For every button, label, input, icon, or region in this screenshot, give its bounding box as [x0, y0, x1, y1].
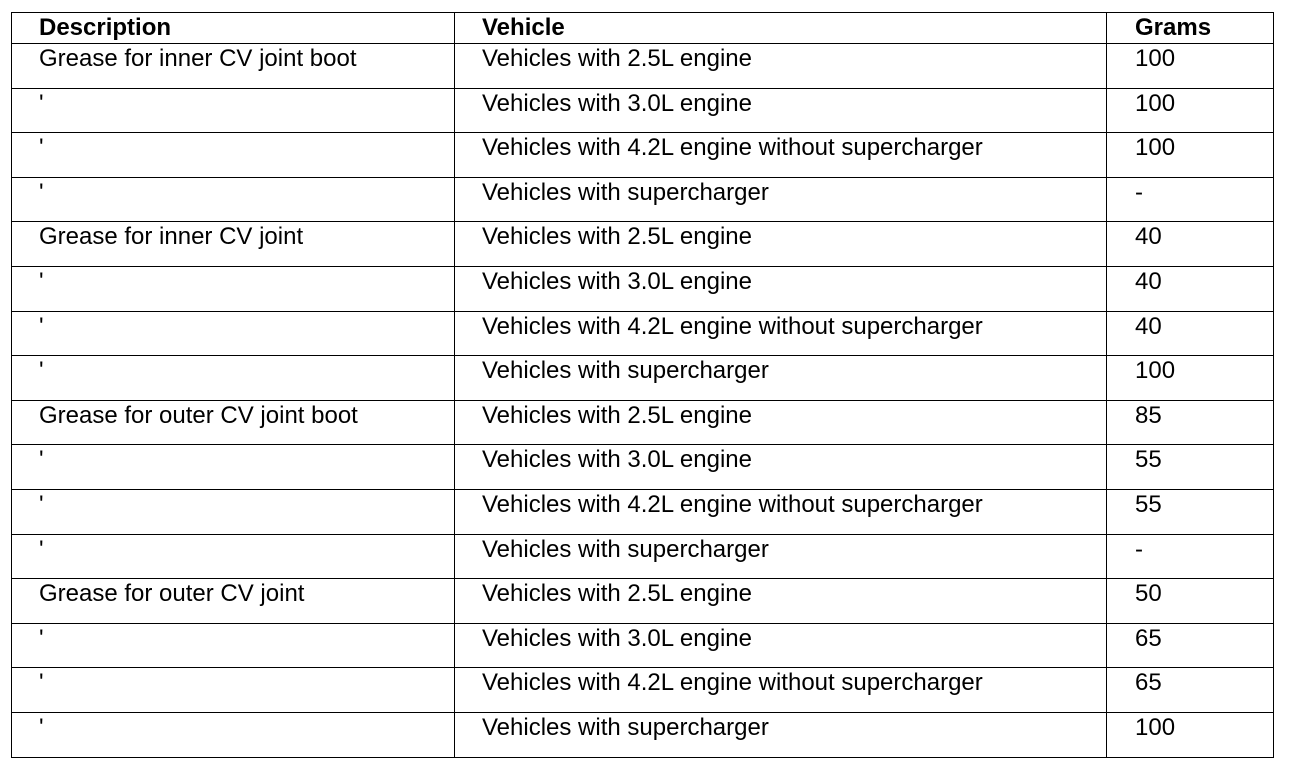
header-grams: Grams: [1107, 13, 1274, 44]
cell-vehicle: Vehicles with 3.0L engine: [455, 623, 1107, 668]
header-row: [12, 13, 1274, 44]
cell-vehicle: Vehicles with 2.5L engine: [455, 44, 1107, 89]
table-row: [12, 311, 1274, 356]
cell-grams: 40: [1107, 266, 1274, 311]
cell-grams: 100: [1107, 712, 1274, 757]
table-row: [12, 445, 1274, 490]
header-description: Description: [12, 13, 455, 44]
table-row: [12, 579, 1274, 624]
cell-description: ': [12, 88, 455, 133]
table-row: [12, 44, 1274, 89]
table-row: [12, 534, 1274, 579]
cell-vehicle: Vehicles with supercharger: [455, 356, 1107, 401]
cell-grams: 100: [1107, 88, 1274, 133]
cell-grams: 50: [1107, 579, 1274, 624]
cell-grams: 100: [1107, 44, 1274, 89]
cell-grams: 65: [1107, 623, 1274, 668]
cell-vehicle: Vehicles with supercharger: [455, 712, 1107, 757]
cell-description: ': [12, 177, 455, 222]
cell-grams: 40: [1107, 222, 1274, 267]
cell-grams: -: [1107, 177, 1274, 222]
cell-description: ': [12, 623, 455, 668]
cell-vehicle: Vehicles with 2.5L engine: [455, 579, 1107, 624]
table-header: [12, 13, 1274, 44]
cell-grams: 55: [1107, 489, 1274, 534]
cell-description: ': [12, 712, 455, 757]
cell-description: ': [12, 668, 455, 713]
grease-quantity-table: [11, 12, 1274, 758]
cell-grams: 100: [1107, 133, 1274, 178]
cell-grams: 100: [1107, 356, 1274, 401]
cell-vehicle: Vehicles with 4.2L engine without supercharger: [455, 133, 1107, 178]
cell-grams: 85: [1107, 400, 1274, 445]
cell-vehicle: Vehicles with 3.0L engine: [455, 445, 1107, 490]
cell-vehicle: Vehicles with 3.0L engine: [455, 266, 1107, 311]
cell-description: Grease for inner CV joint boot: [12, 44, 455, 89]
table-row: [12, 356, 1274, 401]
table-row: [12, 668, 1274, 713]
table-row: [12, 88, 1274, 133]
cell-vehicle: Vehicles with 4.2L engine without supercharger: [455, 489, 1107, 534]
cell-grams: 40: [1107, 311, 1274, 356]
cell-vehicle: Vehicles with 4.2L engine without supercharger: [455, 668, 1107, 713]
cell-description: ': [12, 311, 455, 356]
table-row: [12, 489, 1274, 534]
table-row: [12, 133, 1274, 178]
cell-description: Grease for inner CV joint: [12, 222, 455, 267]
table-row: [12, 266, 1274, 311]
table-row: [12, 222, 1274, 267]
cell-grams: 55: [1107, 445, 1274, 490]
cell-vehicle: Vehicles with 3.0L engine: [455, 88, 1107, 133]
cell-description: ': [12, 534, 455, 579]
table-row: [12, 623, 1274, 668]
cell-vehicle: Vehicles with supercharger: [455, 534, 1107, 579]
cell-description: Grease for outer CV joint: [12, 579, 455, 624]
cell-description: Grease for outer CV joint boot: [12, 400, 455, 445]
cell-grams: -: [1107, 534, 1274, 579]
cell-vehicle: Vehicles with 4.2L engine without supercharger: [455, 311, 1107, 356]
table-row: [12, 177, 1274, 222]
table-row: [12, 712, 1274, 757]
header-vehicle: Vehicle: [455, 13, 1107, 44]
table-row: [12, 400, 1274, 445]
table-body: [12, 44, 1274, 758]
cell-description: ': [12, 356, 455, 401]
cell-description: ': [12, 133, 455, 178]
cell-description: ': [12, 445, 455, 490]
cell-vehicle: Vehicles with 2.5L engine: [455, 222, 1107, 267]
cell-description: ': [12, 266, 455, 311]
cell-description: ': [12, 489, 455, 534]
cell-vehicle: Vehicles with 2.5L engine: [455, 400, 1107, 445]
cell-vehicle: Vehicles with supercharger: [455, 177, 1107, 222]
cell-grams: 65: [1107, 668, 1274, 713]
